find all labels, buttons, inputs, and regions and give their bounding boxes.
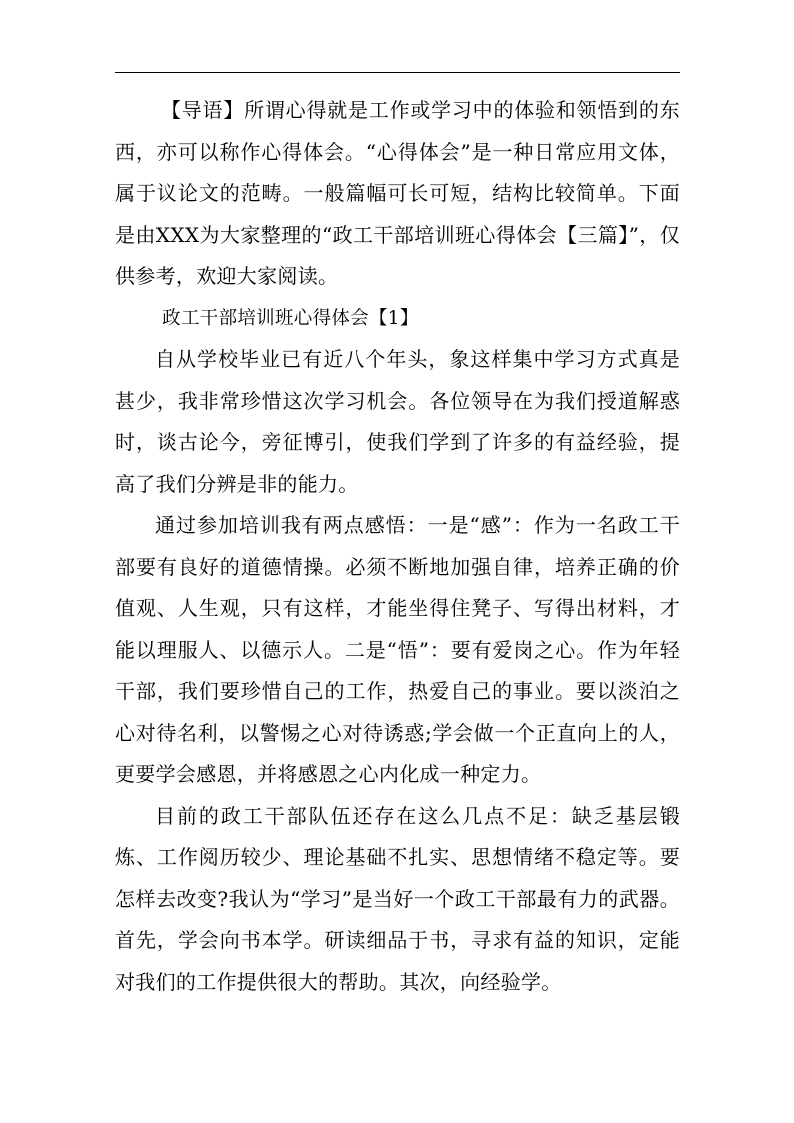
- body-paragraph-2: 通过参加培训我有两点感悟：一是“感”：作为一名政工干部要有良好的道德情操。必须不断地加强自律，培养正确的价值观、人生观，只有这样，才能坐得住凳子、写得出材料，才能以理服人、以德示人。二是“悟”：要有爱岗之心。作为年轻干部，我们要珍惜自己的工作，热爱自己的事业。要以淡泊之心对待名利，以警惕之心对待诱惑;学会做一个正直向上的人，更要学会感恩，并将感恩之心内化成一种定力。: [115, 513, 680, 786]
- body-paragraph-3: 目前的政工干部队伍还存在这么几点不足：缺乏基层锻炼、工作阅历较少、理论基础不扎实、思想情绪不稳定等。要怎样去改变?我认为“学习”是当好一个政工干部最有力的武器。首先，学会向书本学。研读细品于书，寻求有益的知识，定能对我们的工作提供很大的帮助。其次，向经验学。: [115, 803, 680, 994]
- document-body: [115, 90, 680, 1003]
- header-rule: [115, 72, 680, 73]
- intro-paragraph: 【导语】所谓心得就是工作或学习中的体验和领悟到的东西，亦可以称作心得体会。“心得体会”是一种日常应用文体，属于议论文的范畴。一般篇幅可长可短，结构比较简单。下面是由XXX为大家整理的“政工干部培训班心得体会【三篇】”，仅供参考，欢迎大家阅读。: [115, 98, 680, 288]
- section-title: 政工干部培训班心得体会【1】: [162, 307, 419, 329]
- body-paragraph-1: 自从学校毕业已有近八个年头，象这样集中学习方式真是甚少，我非常珍惜这次学习机会。各位领导在为我们授道解惑时，谈古论今，旁征博引，使我们学到了许多的有益经验，提高了我们分辨是非的能力。: [115, 347, 680, 496]
